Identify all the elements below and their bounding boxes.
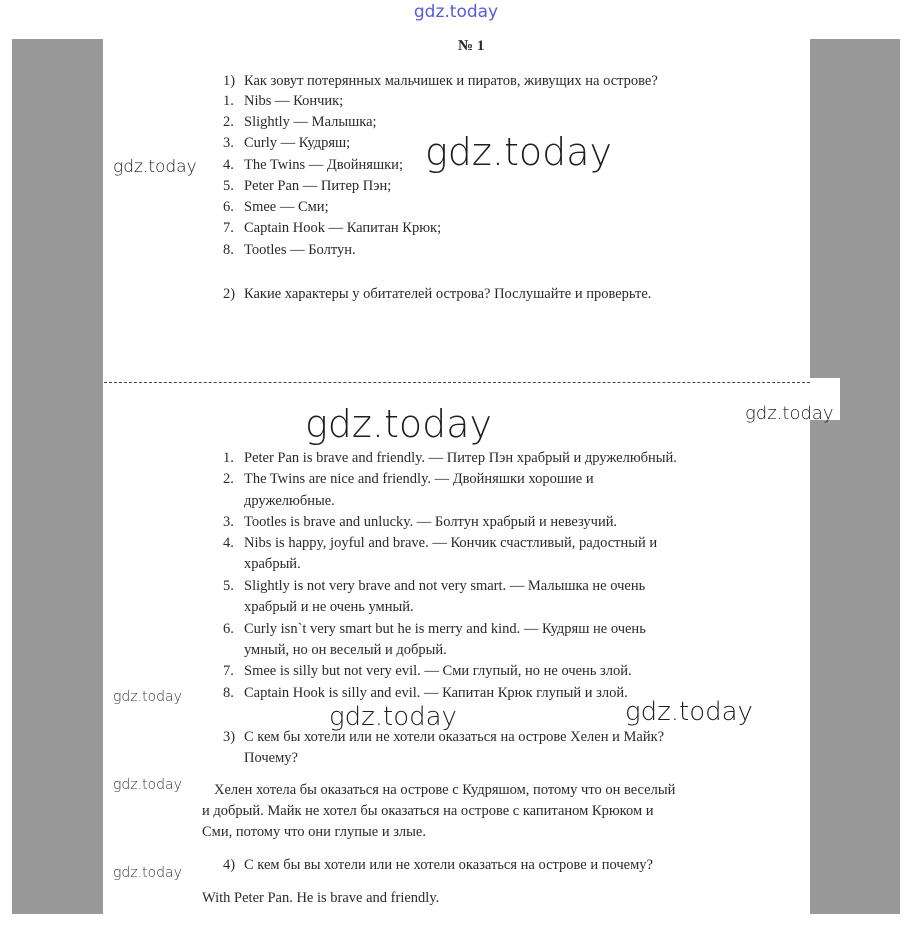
watermark: gdz.today bbox=[329, 702, 457, 732]
watermark: gdz.today bbox=[305, 402, 492, 446]
list-number: 8. bbox=[223, 242, 234, 258]
list-item: Tootles — Болтун. bbox=[244, 242, 356, 258]
list-item-continuation: храбрый. bbox=[244, 556, 301, 572]
answer-paragraph: Хелен хотела бы оказаться на острове с Кудряшом, потому что он веселый bbox=[214, 782, 676, 798]
watermark: gdz.today bbox=[425, 130, 612, 174]
watermark: gdz.today bbox=[113, 777, 182, 793]
page-separator bbox=[104, 382, 810, 383]
list-number: 5. bbox=[223, 578, 234, 594]
list-number: 4. bbox=[223, 157, 234, 173]
list-number: 3. bbox=[223, 514, 234, 530]
list-item: Peter Pan is brave and friendly. — Питер Пэн храбрый и дружелюбный. bbox=[244, 450, 677, 466]
answer-paragraph: With Peter Pan. He is brave and friendly. bbox=[202, 890, 440, 906]
list-number: 6. bbox=[223, 199, 234, 215]
list-item: Captain Hook — Капитан Крюк; bbox=[244, 220, 442, 236]
list-item: Nibs is happy, joyful and brave. — Кончик счастливый, радостный и bbox=[244, 535, 658, 551]
question-heading-continuation: Почему? bbox=[244, 750, 298, 766]
list-item-continuation: дружелюбные. bbox=[244, 493, 335, 509]
list-item: Smee is silly but not very evil. — Сми глупый, но не очень злой. bbox=[244, 663, 632, 679]
exercise-title: № 1 bbox=[458, 38, 485, 54]
right-margin-bar bbox=[810, 39, 900, 914]
list-number: 8. bbox=[223, 685, 234, 701]
question-heading: Как зовут потерянных мальчишек и пиратов, живущих на острове? bbox=[244, 73, 658, 89]
list-number: 7. bbox=[223, 220, 234, 236]
list-item: Slightly — Малышка; bbox=[244, 114, 377, 130]
list-number: 1. bbox=[223, 93, 234, 109]
list-item: Peter Pan — Питер Пэн; bbox=[244, 178, 392, 194]
watermark: gdz.today bbox=[113, 157, 197, 177]
list-item: Captain Hook is silly and evil. — Капитан Крюк глупый и злой. bbox=[244, 685, 628, 701]
list-number: 3. bbox=[223, 135, 234, 151]
list-item: Nibs — Кончик; bbox=[244, 93, 344, 109]
watermark: gdz.today bbox=[625, 697, 753, 727]
list-item-continuation: храбрый и не очень умный. bbox=[244, 599, 414, 615]
question-number: 2) bbox=[223, 286, 236, 302]
question-number: 4) bbox=[223, 857, 236, 873]
site-header[interactable]: gdz.today bbox=[413, 2, 499, 22]
question-heading: Какие характеры у обитателей острова? Послушайте и проверьте. bbox=[244, 286, 652, 302]
question-heading: С кем бы вы хотели или не хотели оказаться на острове и почему? bbox=[244, 857, 653, 873]
list-number: 7. bbox=[223, 663, 234, 679]
list-item: Smee — Сми; bbox=[244, 199, 329, 215]
list-number: 5. bbox=[223, 178, 234, 194]
list-item: Slightly is not very brave and not very smart. — Малышка не очень bbox=[244, 578, 646, 594]
list-item: The Twins are nice and friendly. — Двойняшки хорошие и bbox=[244, 471, 594, 487]
list-item: The Twins — Двойняшки; bbox=[244, 157, 403, 173]
question-heading: С кем бы хотели или не хотели оказаться на острове Хелен и Майк? bbox=[244, 729, 665, 745]
list-number: 2. bbox=[223, 114, 234, 130]
answer-paragraph: Сми, потому что они глупые и злые. bbox=[202, 824, 426, 840]
list-number: 4. bbox=[223, 535, 234, 551]
watermark: gdz.today bbox=[113, 689, 182, 705]
watermark: gdz.today bbox=[113, 865, 182, 881]
list-item: Curly — Кудряш; bbox=[244, 135, 351, 151]
list-number: 1. bbox=[223, 450, 234, 466]
list-number: 2. bbox=[223, 471, 234, 487]
watermark: gdz.today bbox=[745, 403, 834, 424]
answer-paragraph: и добрый. Майк не хотел бы оказаться на острове с капитаном Крюком и bbox=[202, 803, 654, 819]
list-item: Curly isn`t very smart but he is merry and kind. — Кудряш не очень bbox=[244, 621, 646, 637]
list-number: 6. bbox=[223, 621, 234, 637]
list-item: Tootles is brave and unlucky. — Болтун храбрый и невезучий. bbox=[244, 514, 618, 530]
question-number: 3) bbox=[223, 729, 236, 745]
list-item-continuation: умный, но он веселый и добрый. bbox=[244, 642, 447, 658]
left-margin-bar bbox=[12, 39, 103, 914]
question-number: 1) bbox=[223, 73, 236, 89]
